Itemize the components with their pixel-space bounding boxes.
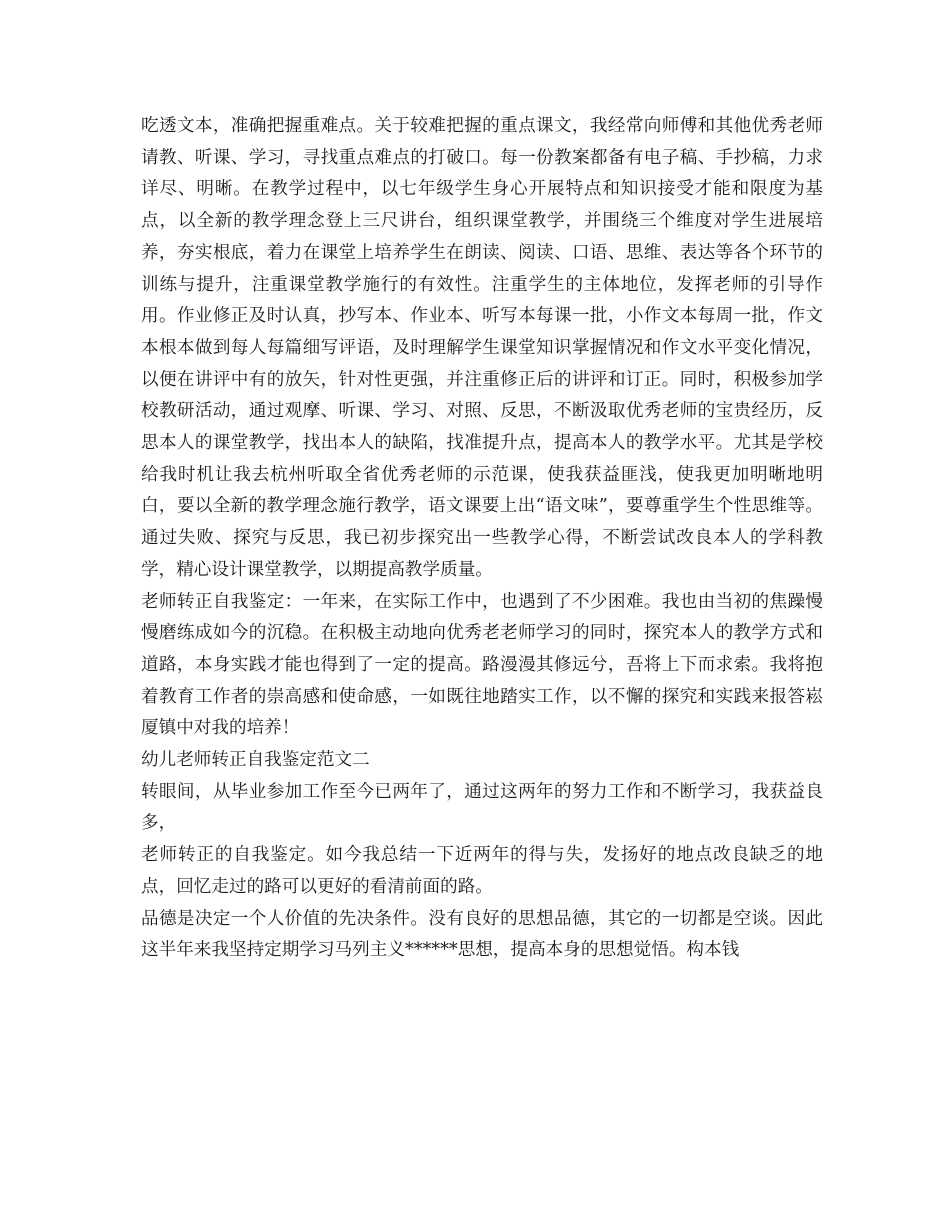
paragraph-self-appraisal: 老师转正自我鉴定：一年来，在实际工作中，也遇到了不少困难。我也由当初的焦躁慢慢磨练成如今的沉稳。在积极主动地向优秀老老师学习的同时，探究本人的教学方式和道路，本身实践才能也得到了一定的提高。路漫漫其修远兮，吾将上下而求索。我将抱着教育工作者的崇高感和使命感，一如既往地踏实工作，以不懈的探究和实践来报答崧厦镇中对我的培养！: [141, 591, 823, 739]
paragraph-teaching-practice: 吃透文本，准确把握重难点。关于较难把握的重点课文，我经常向师傅和其他优秀老师请教、听课、学习，寻找重点难点的打破口。每一份教案都备有电子稿、手抄稿，力求详尽、明晰。在教学过程中，以七年级学生身心开展特点和知识接受才能和限度为基点，以全新的教学理念登上三尺讲台，组织课堂教学，并围绕三个维度对学生进展培养，夯实根底，着力在课堂上培养学生在朗读、阅读、口语、思维、表达等各个环节的训练与提升，注重课堂教学施行的有效性。注重学生的主体地位，发挥老师的引导作用。作业修正及时认真，抄写本、作业本、听写本每课一批，小作文本每周一批，作文本根本做到每人每篇细写评语，及时理解学生课堂知识掌握情况和作文水平变化情况，以便在讲评中有的放矢，针对性更强，并注重修正后的讲评和订正。同时，积极参加学校教研活动，通过观摩、听课、学习、对照、反思，不断汲取优秀老师的宝贵经历，反思本人的课堂教学，找出本人的缺陷，找准提升点，提高本人的教学水平。尤其是学校给我时机让我去杭州听取全省优秀老师的示范课，使我获益匪浅，使我更加明晰地明白，要以全新的教学理念施行教学，语文课要上出“语文味”，要尊重学生个性思维等。通过失败、探究与反思，我已初步探究出一些教学心得，不断尝试改良本人的学科教学，精心设计课堂教学，以期提高教学质量。: [141, 116, 823, 580]
paragraph-morality: 品德是决定一个人价值的先决条件。没有良好的思想品德，其它的一切都是空谈。因此这半年来我坚持定期学习马列主义******思想，提高本身的思想觉悟。构本钱: [141, 908, 823, 961]
paragraph-summary: 老师转正的自我鉴定。如今我总结一下近两年的得与失，发扬好的地点改良缺乏的地点，回忆走过的路可以更好的看清前面的路。: [141, 845, 823, 897]
paragraph-intro: 转眼间，从毕业参加工作至今已两年了，通过这两年的努力工作和不断学习，我获益良多，: [141, 781, 823, 834]
document-body: [141, 111, 823, 967]
section-heading: 幼儿老师转正自我鉴定范文二: [141, 750, 370, 771]
